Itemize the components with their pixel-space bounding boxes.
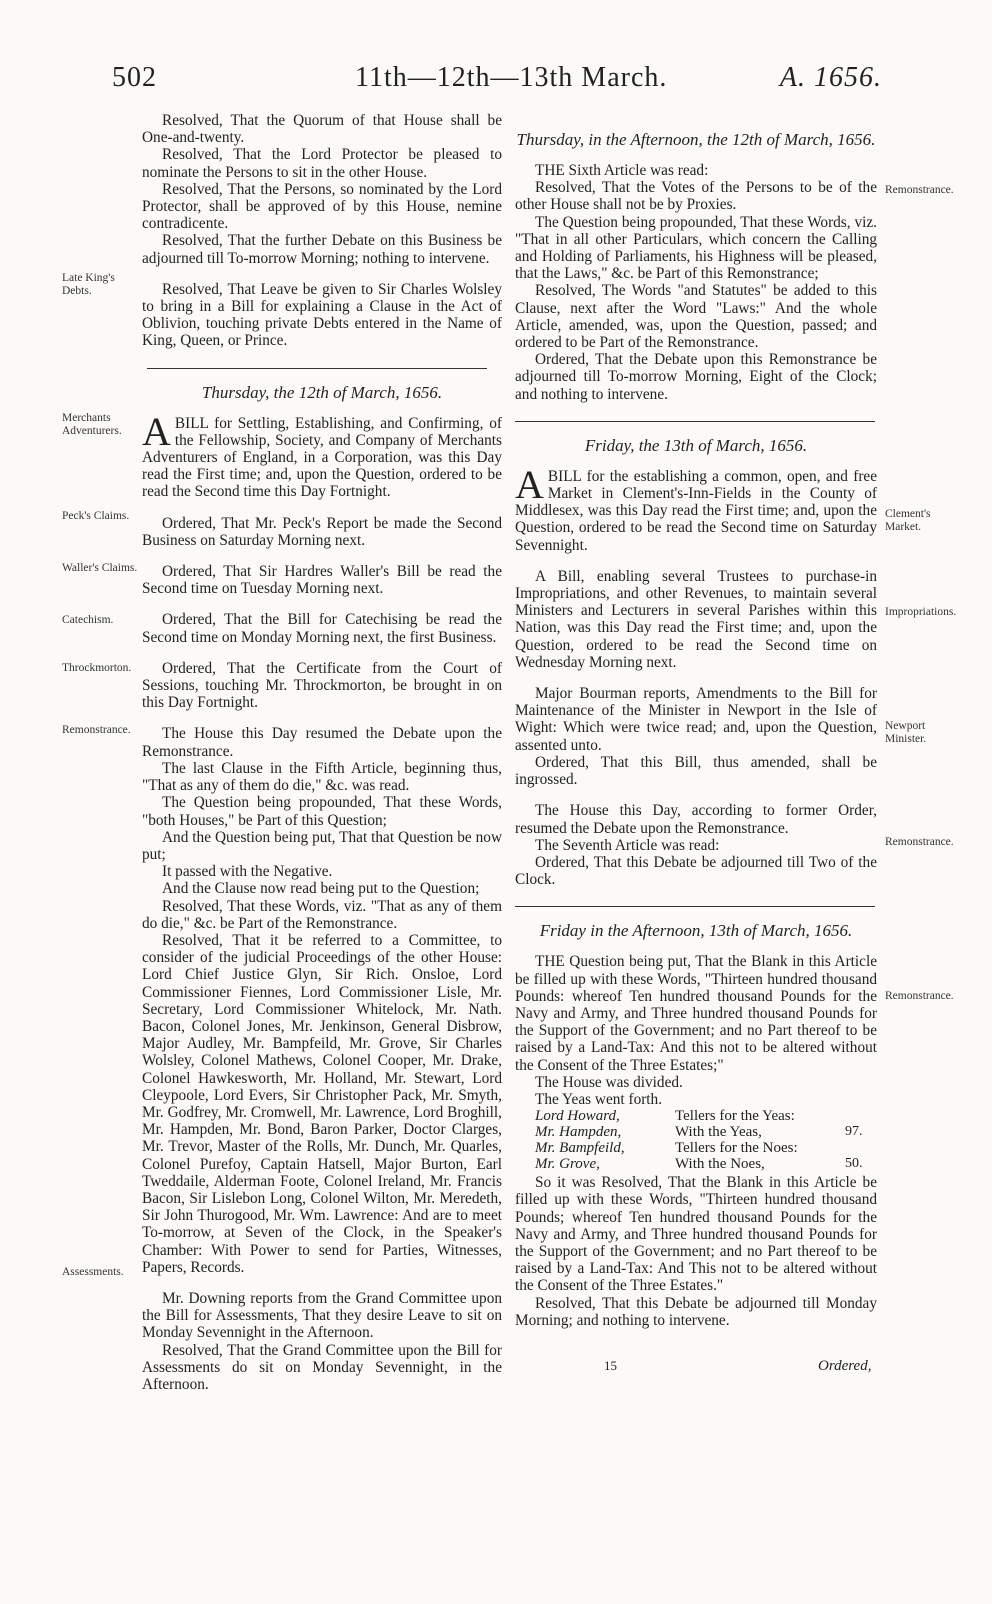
blank-adjourn: Resolved, That this Debate be adjourned till Monday Morning; and nothing to intervene. — [515, 1294, 877, 1329]
remonstrance-clause: The last Clause in the Fifth Article, beginning thus, "That as any of them do die," &c. was read. — [142, 759, 502, 795]
margin-note-clements-market: Clement's Market. — [885, 508, 931, 533]
margin-note-late-kings-debts: Late King's Debts. — [62, 272, 115, 297]
margin-note-merchants: Merchants Adventurers. — [62, 412, 122, 437]
day-heading-13-march: Friday, the 13th of March, 1656. — [584, 435, 808, 455]
yeas-count: 97. — [845, 1124, 863, 1140]
remonstrance-resolved: Resolved, That these Words, viz. "That as any of them do die," &c. be Part of the Remonstrance. — [142, 897, 502, 932]
margin-note-remonstrance-r3: Remonstrance. — [885, 990, 954, 1002]
house-divided: The House was divided. — [535, 1073, 683, 1091]
drop-cap: A — [142, 408, 171, 454]
section-divider — [515, 421, 875, 422]
margin-note-wallers-claims: Waller's Claims. — [62, 562, 138, 574]
merchants-bill: ABILL for Settling, Establishing, and Confirming, of the Fellowship, Society, and Company of Merchants Adventurers of England, in a Corporation, was this Day read the First time; and, upon the Question, ordered to be read the Second time this Day Fortnight. — [142, 408, 502, 501]
yeas-went-forth: The Yeas went forth. — [535, 1090, 663, 1108]
teller-row: Lord Howard, Tellers for the Yeas: — [535, 1108, 795, 1125]
teller-row: Mr. Hampden, With the Yeas, 97. — [535, 1124, 877, 1140]
remonstrance-question-put: And the Question being put, That that Question be now put; — [142, 828, 502, 863]
newport-ingrossed: Ordered, That this Bill, thus amended, shall be ingrossed. — [515, 753, 877, 789]
remonstrance-negative: It passed with the Negative. — [162, 863, 333, 881]
right-column — [515, 130, 877, 1329]
page-number: 502 — [112, 62, 157, 93]
catchword: Ordered, — [818, 1358, 872, 1374]
impropriations-bill: A Bill, enabling several Trustees to purchase-in Impropriations, and other Revenues, to maintain several Ministers and Lecturers in several Parishes within this Nation, was this Day read the First time; and, upon the Question, ordered to be read the Second time on Wednesday Morning next. — [515, 567, 877, 671]
section-divider — [515, 906, 875, 907]
division-tellers — [535, 1108, 877, 1172]
teller-row: Mr. Bampfeild, Tellers for the Noes: — [535, 1140, 798, 1157]
sixth-statutes: Resolved, The Words "and Statutes" be added to this Clause, next after the Word "Laws:" And the whole Article, amended, was, upon the Question, passed; and ordered to be Part of the Remonstrance. — [515, 282, 877, 352]
sixth-proxies: Resolved, That the Votes of the Persons to be of the other House shall not be by Proxies. — [515, 179, 877, 214]
sixth-article-read: THE Sixth Article was read: — [535, 162, 709, 179]
teller-row: Mr. Grove, With the Noes, 50. — [535, 1156, 877, 1172]
resolution-wolsley-bill: Resolved, That Leave be given to Sir Charles Wolsley to bring in a Bill for explaining a Clause in the Act of Oblivion, touching private Debts entered in the Name of King, Queen, or Prince. — [142, 280, 502, 350]
order-catechism: Ordered, That the Bill for Catechising be read the Second time on Monday Morning next, the first Business. — [142, 611, 502, 646]
order-throckmorton: Ordered, That the Certificate from the Court of Sessions, touching Mr. Throckmorton, be brought in on this Day Fortnight. — [142, 659, 502, 712]
running-header-dates: 11th—12th—13th March. — [355, 62, 668, 93]
margin-note-throckmorton: Throckmorton. — [62, 662, 132, 674]
margin-note-catechism: Catechism. — [62, 614, 114, 626]
seventh-read: The Seventh Article was read: — [535, 836, 720, 854]
seventh-resumed: The House this Day, according to former Order, resumed the Debate upon the Remonstrance. — [515, 802, 877, 837]
newport-report: Major Bourman reports, Amendments to the Bill for Maintenance of the Minister in Newport in the Isle of Wight: Which were twice read; and, upon the Question, assented unto. — [515, 685, 877, 754]
blank-question: THE Question being put, That the Blank in this Article be filled up with these Words, "Thirteen hundred thousand Pounds: whereof Ten hundred thousand Pounds for the Navy and Army, and Three hundred thousand Pounds for the Support of the Government; and no Part thereof to be raised by a Land-Tax: And this not to be altered without the Consent of the Three Estates;" — [515, 953, 877, 1074]
seventh-adjourn: Ordered, That this Debate be adjourned till Two of the Clock. — [515, 853, 877, 889]
margin-note-remonstrance: Remonstrance. — [62, 724, 131, 736]
section-divider — [147, 368, 487, 369]
sixth-adjourn: Ordered, That the Debate upon this Remonstrance be adjourned till To-morrow Morning, Eight of the Clock; and nothing to intervene. — [515, 351, 877, 403]
resolution-approved: Resolved, That the Persons, so nominated by the Lord Protector, shall be approved of by this House, nemine contradicente. — [142, 180, 502, 233]
resolution-quorum: Resolved, That the Quorum of that House shall be One-and-twenty. — [142, 112, 502, 147]
signature-mark: 15 — [604, 1358, 617, 1373]
committee-list: Resolved, That it be referred to a Committee, to consider of the judicial Proceedings of the other House: Lord Chief Justice Glyn, Sir Rich. Onsloe, Lord Commissioner Fiennes, Lord Commissioner Lisle, Mr. Secretary, Lord Commissioner Whitelock, Mr. Nath. Bacon, Colonel Jones, Mr. Jenkinson, General Disbrow, Major Audley, Mr. Bampfeild, Mr. Grove, Sir Charles Wolsley, Colonel Mathews, Colonel Cooper, Mr. Drake, Colonel Hawkesworth, Mr. Holland, Mr. Stewart, Lord Cleypoole, Lord Evers, Sir Christopher Pack, Mr. Smyth, Mr. Godfrey, Mr. Cromwell, Mr. Lawrence, Lord Broghill, Mr. Hampden, Mr. Bond, Baron Parker, Doctor Clarges, Mr. Trevor, Master of the Rolls, Mr. Dunch, Mr. Quarles, Colonel Purefoy, Captain Hatsell, Major Burton, Earl Tweddaile, Alderman Foote, Colonel Ireland, Mr. Francis Bacon, Sir Lislebon Long, Colonel Wilton, Mr. Meredeth, Sir John Thurogood, Mr. Wm. Lawrence: And are to meet To-morrow, at Seven of the Clock, in the Speaker's Chamber: With Power to send for Parties, Witnesses, Papers, Records. — [142, 931, 502, 1276]
resolution-adjourn: Resolved, That the further Debate on this Business be adjourned till To-morrow Morning; nothing to intervene. — [142, 232, 502, 267]
remonstrance-clause-put: And the Clause now read being put to the Question; — [162, 880, 480, 898]
left-column — [142, 112, 502, 1393]
order-peck: Ordered, That Mr. Peck's Report be made the Second Business on Saturday Morning next. — [142, 514, 502, 549]
day-heading-13-march-afternoon: Friday in the Afternoon, 13th of March, 1656. — [539, 921, 853, 941]
day-heading-12-march-afternoon: Thursday, in the Afternoon, the 12th of March, 1656. — [516, 130, 876, 149]
remonstrance-resumed: The House this Day resumed the Debate upon the Remonstrance. — [142, 725, 502, 760]
clements-market-bill: ABILL for the establishing a common, open, and free Market in Clement's-Inn-Fields in the County of Middlesex, was this Day read the First time; and, upon the Question, ordered to be read the Second time on Saturday Sevennight. — [515, 461, 877, 554]
margin-note-pecks-claims: Peck's Claims. — [62, 510, 130, 522]
assessments-resolved: Resolved, That the Grand Committee upon the Bill for Assessments do sit on Monday Sevennight, in the Afternoon. — [142, 1341, 502, 1393]
assessments-report: Mr. Downing reports from the Grand Committee upon the Bill for Assessments, That they desire Leave to sit on Monday Sevennight in the Afternoon. — [142, 1289, 502, 1342]
resolution-nominate: Resolved, That the Lord Protector be pleased to nominate the Persons to sit in the other House. — [142, 146, 502, 181]
margin-note-remonstrance-r1: Remonstrance. — [885, 184, 954, 196]
drop-cap: A — [515, 461, 544, 507]
running-header-year: A. 1656. — [779, 62, 882, 93]
margin-note-assessments: Assessments. — [62, 1266, 124, 1278]
blank-resolved: So it was Resolved, That the Blank in this Article be filled up with these Words, "Thirteen hundred thousand Pounds; whereof Ten hundred thousand Pounds for the Navy and Army, and Three hundred thousand Pounds for the Support of the Government; and no Part thereof to be raised by a Land-Tax: And This not to be altered without the Consent of the Three Estates." — [515, 1174, 877, 1295]
day-heading-12-march: Thursday, the 12th of March, 1656. — [201, 382, 443, 402]
order-waller: Ordered, That Sir Hardres Waller's Bill be read the Second time on Tuesday Morning next. — [142, 563, 502, 598]
margin-note-impropriations: Impropriations. — [885, 606, 957, 618]
sixth-question: The Question being propounded, That these Words, viz. "That in all other Particulars, which concern the Calling and Holding of Parliaments, his Highness will be pleased, that the Laws," &c. be Part of this Remonstrance; — [515, 213, 877, 283]
margin-note-newport-minister: Newport Minister. — [885, 720, 927, 745]
remonstrance-question: The Question being propounded, That these Words, "both Houses," be Part of this Question; — [142, 794, 502, 829]
noes-count: 50. — [845, 1156, 863, 1172]
margin-note-remonstrance-r2: Remonstrance. — [885, 836, 954, 848]
